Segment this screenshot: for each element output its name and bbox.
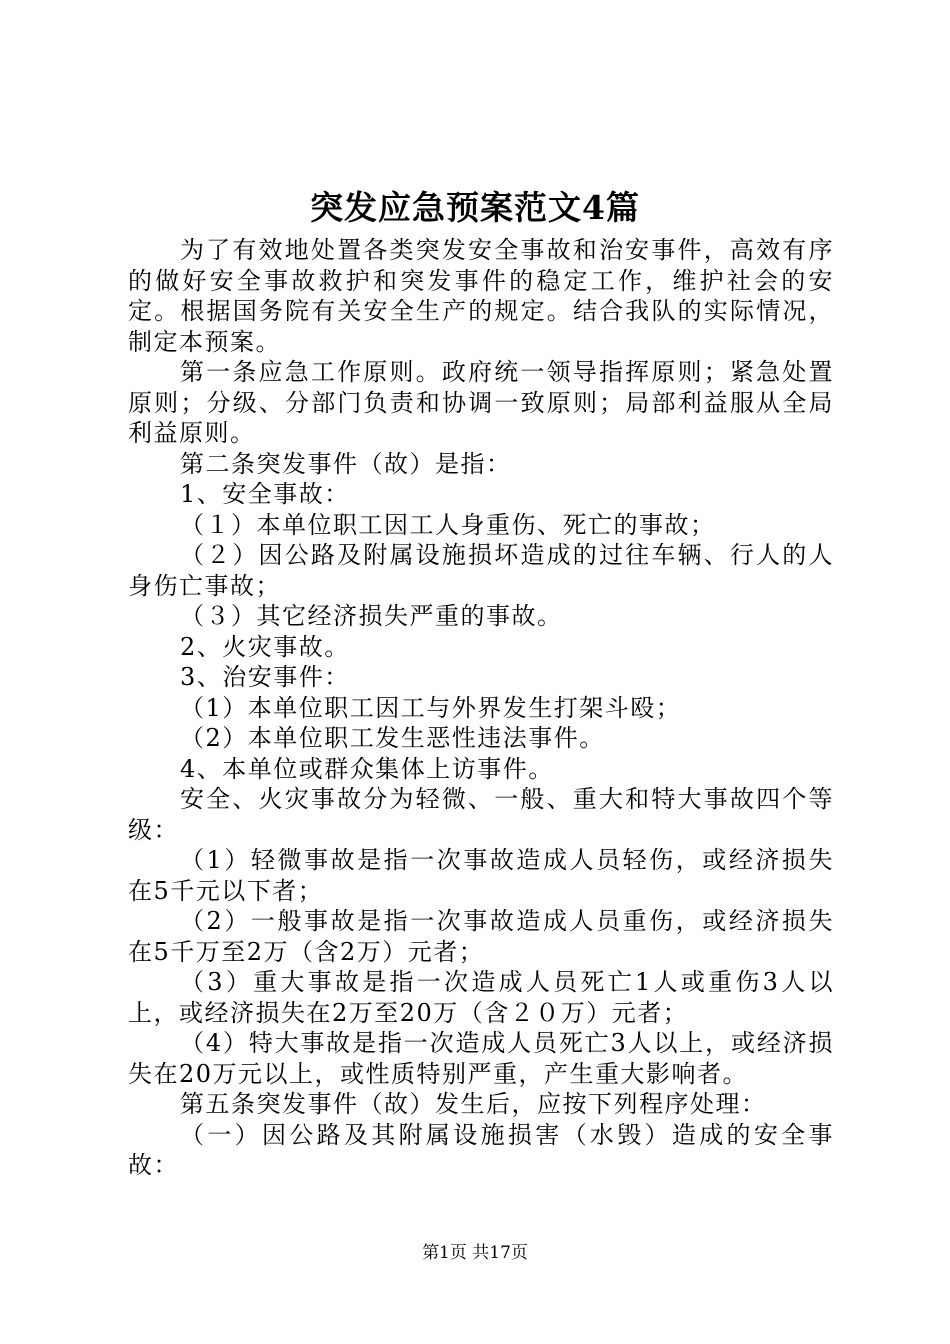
paragraph-item: 3、治安事件： — [180, 663, 350, 691]
paragraph-grade: （4）特大事故是指一次造成人员死亡3人以上，或经济损失在20万元以上，或性质特别严重，产生重大影响者。 — [128, 1029, 834, 1088]
document-title: 突发应急预案范文4篇 — [310, 188, 640, 227]
paragraph-item: 4、本单位或群众集体上访事件。 — [180, 754, 554, 783]
page-number-footer: 第1页 共17页 — [422, 1243, 528, 1263]
paragraph-article-5: 第五条突发事件（故）发生后，应按下列程序处理： — [180, 1090, 767, 1118]
paragraph-item: （３）其它经济损失严重的事故。 — [180, 602, 563, 630]
paragraph-item: 2、火灾事故。 — [180, 632, 350, 661]
paragraph-grade: （2）一般事故是指一次事故造成人员重伤，或经济损失在5千万至2万（含2万）元者； — [128, 907, 834, 966]
paragraph-grading: 安全、火灾事故分为轻微、一般、重大和特大事故四个等级： — [128, 785, 834, 844]
paragraph-intro: 为了有效地处置各类突发安全事故和治安事件，高效有序的做好安全事故救护和突发事件的稳定工作，维护社会的安定。根据国务院有关安全生产的规定。结合我队的实际情况，制定本预案。 — [128, 236, 834, 356]
paragraph-article-2: 第二条突发事件（故）是指： — [180, 449, 512, 478]
paragraph-grade: （1）轻微事故是指一次事故造成人员轻伤，或经济损失在5千元以下者； — [128, 846, 834, 905]
paragraph-item: （２）因公路及附属设施损坏造成的过往车辆、行人的人身伤亡事故； — [128, 541, 834, 600]
paragraph-item: （1）本单位职工因工与外界发生打架斗殴； — [180, 693, 682, 722]
document-body — [128, 235, 834, 1181]
paragraph-article-1: 第一条应急工作原则。政府统一领导指挥原则；紧急处置原则；分级、分部门负责和协调一致原则；局部利益服从全局利益原则。 — [128, 358, 834, 447]
paragraph-item: （2）本单位职工发生恶性违法事件。 — [180, 724, 605, 752]
paragraph-item: （一）因公路及其附属设施损害（水毁）造成的安全事故： — [128, 1120, 834, 1179]
paragraph-grade: （3）重大事故是指一次造成人员死亡1人或重伤3人以上，或经济损失在2万至20万（含２０万）元者； — [128, 968, 834, 1027]
paragraph-item: 1、安全事故： — [180, 480, 350, 508]
paragraph-item: （１）本单位职工因工人身重伤、死亡的事故； — [180, 510, 716, 539]
